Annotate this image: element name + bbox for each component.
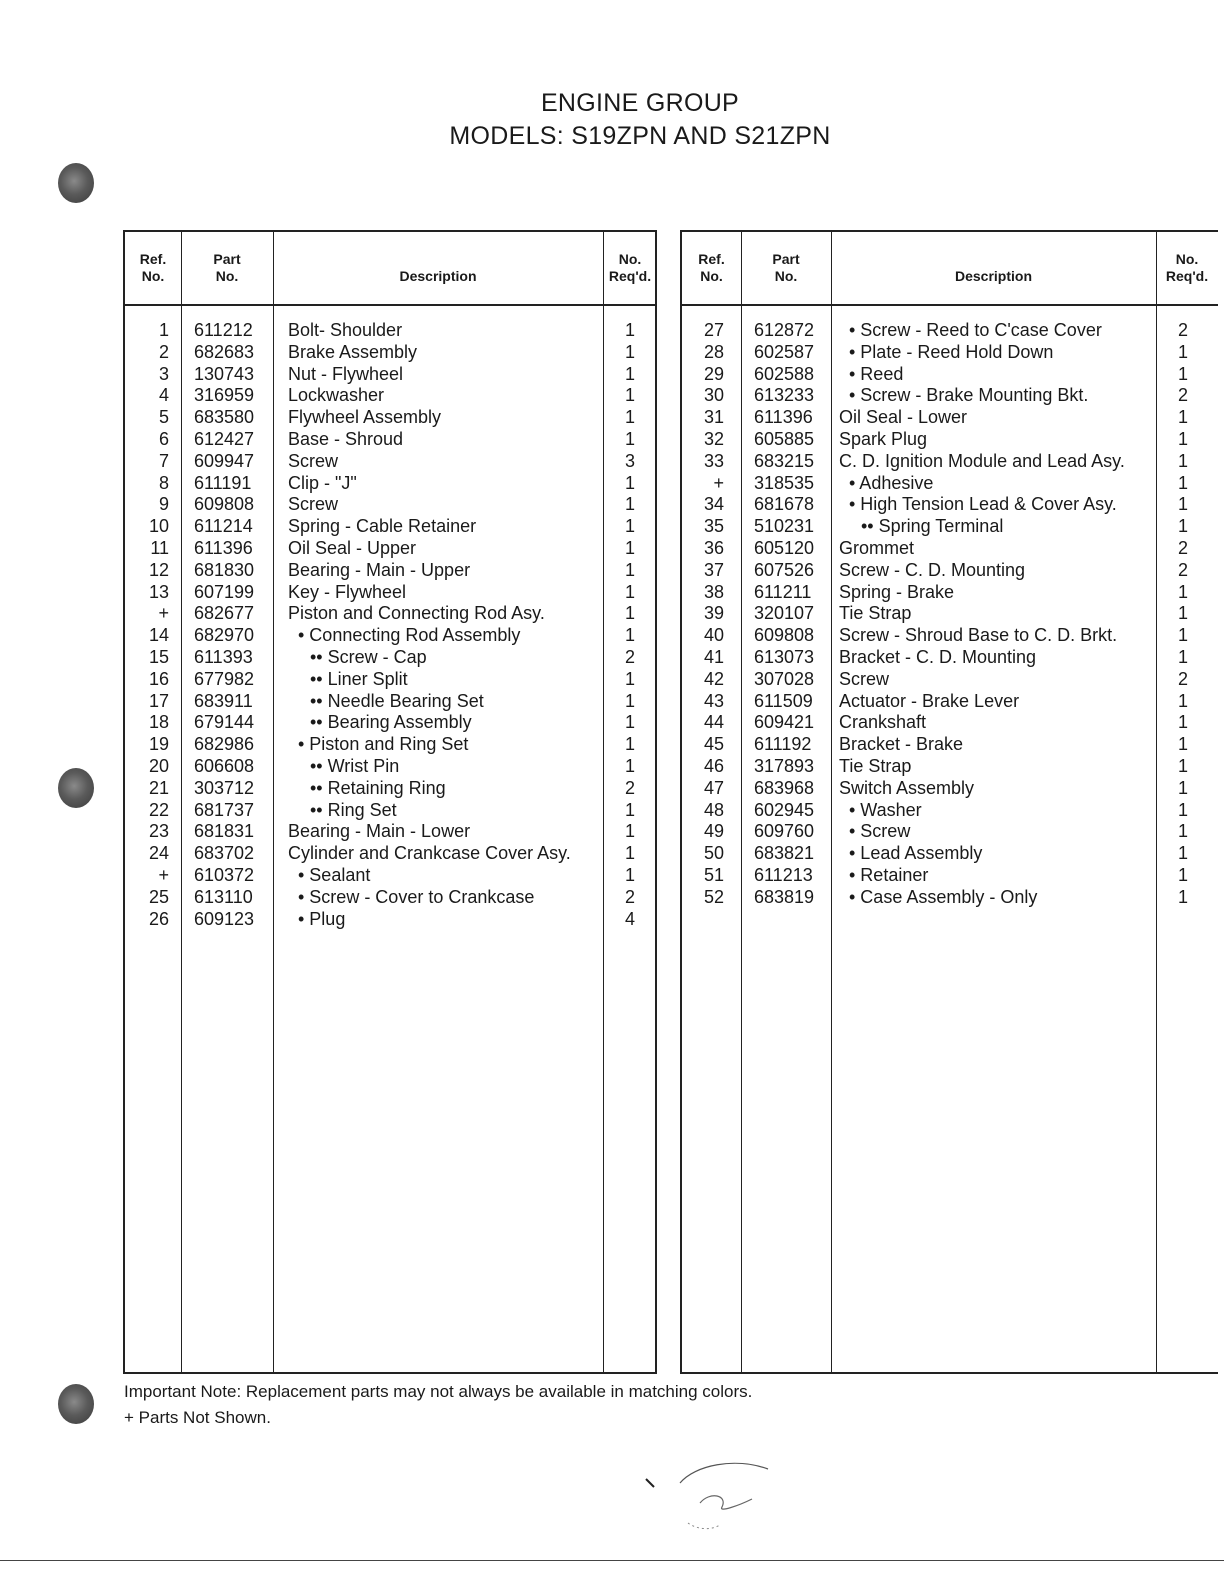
part-no: 611396 bbox=[754, 407, 813, 428]
qty-required: 1 bbox=[624, 625, 635, 646]
ref-no: 20 bbox=[148, 755, 169, 776]
table-row bbox=[682, 887, 1218, 909]
part-no: 316959 bbox=[194, 385, 255, 406]
qty-required: 1 bbox=[1177, 363, 1188, 384]
qty-required: 1 bbox=[1177, 734, 1188, 755]
part-no: 609808 bbox=[754, 625, 815, 646]
description: Spring - Brake bbox=[839, 581, 955, 602]
qty-required: 1 bbox=[1177, 450, 1188, 471]
ref-no: 11 bbox=[150, 537, 169, 558]
qty-required: 1 bbox=[624, 559, 635, 580]
ref-no: 42 bbox=[703, 668, 724, 689]
table-row bbox=[682, 647, 1218, 669]
part-no: 303712 bbox=[194, 777, 255, 798]
description: Bearing - Main - Upper bbox=[288, 559, 471, 580]
ref-no: 14 bbox=[148, 625, 169, 646]
ref-no: 32 bbox=[703, 428, 724, 449]
table-row bbox=[125, 516, 655, 538]
header-ref-no: Ref. No. bbox=[698, 251, 725, 284]
table-row bbox=[125, 778, 655, 800]
qty-required: 2 bbox=[1177, 559, 1188, 580]
table-row bbox=[682, 734, 1218, 756]
description: •• Screw - Cap bbox=[310, 646, 427, 667]
part-no: 677982 bbox=[194, 668, 255, 689]
qty-required: 1 bbox=[624, 668, 635, 689]
qty-required: 1 bbox=[1177, 472, 1188, 493]
header-part-no: Part No. bbox=[772, 251, 800, 284]
ref-no: 51 bbox=[703, 864, 724, 885]
qty-required: 1 bbox=[1177, 428, 1188, 449]
table-row bbox=[682, 407, 1218, 429]
qty-required: 1 bbox=[624, 864, 635, 885]
description: Tie Strap bbox=[839, 755, 912, 776]
description: • Piston and Ring Set bbox=[298, 734, 469, 755]
description: • Plug bbox=[298, 908, 346, 929]
ref-no: 4 bbox=[158, 385, 169, 406]
ref-no: 22 bbox=[148, 799, 169, 820]
part-no: 609760 bbox=[754, 821, 815, 842]
part-no: 609123 bbox=[194, 908, 255, 929]
table-row bbox=[682, 603, 1218, 625]
part-no: 683968 bbox=[754, 777, 815, 798]
table-row bbox=[125, 865, 655, 887]
ref-no: 43 bbox=[703, 690, 724, 711]
ref-no: + bbox=[713, 472, 724, 493]
qty-required: 1 bbox=[624, 320, 635, 340]
qty-required: 1 bbox=[1177, 581, 1188, 602]
table-row bbox=[682, 320, 1218, 342]
part-no: 607526 bbox=[754, 559, 815, 580]
qty-required: 1 bbox=[1177, 494, 1188, 515]
ref-no: 5 bbox=[158, 407, 169, 428]
part-no: 318535 bbox=[754, 472, 815, 493]
table-row bbox=[682, 821, 1218, 843]
table-body-right bbox=[682, 320, 1218, 909]
table-row bbox=[682, 451, 1218, 473]
header-description: Description bbox=[954, 267, 1032, 284]
ref-no: 10 bbox=[148, 516, 169, 537]
punch-hole-top bbox=[58, 163, 94, 203]
description: Base - Shroud bbox=[288, 428, 404, 449]
description: Bracket - C. D. Mounting bbox=[839, 646, 1037, 667]
qty-required: 1 bbox=[1177, 864, 1188, 885]
ref-no: 45 bbox=[703, 734, 724, 755]
qty-required: 1 bbox=[624, 690, 635, 711]
ref-no: 49 bbox=[703, 821, 724, 842]
table-row bbox=[682, 691, 1218, 713]
ref-no: 48 bbox=[703, 799, 724, 820]
ref-no: 17 bbox=[148, 690, 169, 711]
description: C. D. Ignition Module and Lead Asy. bbox=[839, 450, 1125, 471]
table-row bbox=[125, 712, 655, 734]
description: Screw - C. D. Mounting bbox=[839, 559, 1026, 580]
description: Screw bbox=[839, 668, 890, 689]
qty-required: 2 bbox=[624, 777, 635, 798]
description: Crankshaft bbox=[839, 712, 927, 733]
table-row bbox=[682, 800, 1218, 822]
qty-required: 1 bbox=[1177, 646, 1188, 667]
table-row bbox=[682, 778, 1218, 800]
ref-no: 24 bbox=[148, 843, 169, 864]
ref-no: 21 bbox=[148, 777, 169, 798]
ref-no: 38 bbox=[703, 581, 724, 602]
description: Tie Strap bbox=[839, 603, 912, 624]
description: Lockwasher bbox=[288, 385, 385, 406]
header-part-no: Part No. bbox=[213, 251, 241, 284]
qty-required: 1 bbox=[1177, 821, 1188, 842]
part-no: 683819 bbox=[754, 886, 815, 907]
qty-required: 1 bbox=[1177, 603, 1188, 624]
parts-table-right bbox=[680, 230, 1218, 1374]
header-ref-no: Ref. No. bbox=[139, 251, 167, 284]
ref-no: 37 bbox=[703, 559, 724, 580]
ref-no: + bbox=[158, 603, 169, 624]
table-row bbox=[125, 603, 655, 625]
qty-required: 4 bbox=[624, 908, 635, 929]
description: Nut - Flywheel bbox=[288, 363, 404, 384]
description: Brake Assembly bbox=[288, 341, 418, 362]
ref-no: 7 bbox=[158, 450, 169, 471]
ref-no: 35 bbox=[703, 516, 724, 537]
description: Clip - "J" bbox=[288, 472, 357, 493]
part-no: 602945 bbox=[754, 799, 815, 820]
qty-required: 1 bbox=[1177, 843, 1188, 864]
part-no: 607199 bbox=[194, 581, 255, 602]
part-no: 130743 bbox=[194, 363, 255, 384]
description: Flywheel Assembly bbox=[288, 407, 442, 428]
part-no: 611212 bbox=[194, 320, 253, 340]
part-no: 612427 bbox=[194, 428, 255, 449]
part-no: 681737 bbox=[194, 799, 255, 820]
part-no: 605885 bbox=[754, 428, 815, 449]
table-row bbox=[125, 473, 655, 495]
ref-no: 33 bbox=[703, 450, 724, 471]
punch-hole-middle bbox=[58, 768, 94, 808]
description: Key - Flywheel bbox=[288, 581, 407, 602]
table-row bbox=[125, 385, 655, 407]
table-row bbox=[125, 909, 655, 931]
qty-required: 1 bbox=[624, 385, 635, 406]
part-no: 610372 bbox=[194, 864, 255, 885]
description: •• Wrist Pin bbox=[310, 755, 400, 776]
table-row bbox=[125, 364, 655, 386]
table-row bbox=[125, 843, 655, 865]
page-subtitle: MODELS: S19ZPN AND S21ZPN bbox=[449, 122, 831, 150]
table-row bbox=[125, 407, 655, 429]
part-no: 602587 bbox=[754, 341, 815, 362]
ref-no: 6 bbox=[158, 428, 169, 449]
description: • Reed bbox=[849, 363, 904, 384]
qty-required: 1 bbox=[624, 821, 635, 842]
part-no: 613233 bbox=[754, 385, 815, 406]
table-row bbox=[125, 669, 655, 691]
table-row bbox=[125, 821, 655, 843]
description: Cylinder and Crankcase Cover Asy. bbox=[288, 843, 571, 864]
header-qty: No. Req'd. bbox=[1165, 251, 1209, 284]
ref-no: 25 bbox=[148, 886, 169, 907]
qty-required: 2 bbox=[624, 886, 635, 907]
ref-no: 36 bbox=[703, 537, 724, 558]
description: Screw bbox=[288, 450, 339, 471]
header-qty: No. Req'd. bbox=[608, 251, 652, 284]
qty-required: 1 bbox=[1177, 755, 1188, 776]
part-no: 683215 bbox=[754, 450, 815, 471]
table-row bbox=[125, 756, 655, 778]
table-row bbox=[125, 451, 655, 473]
part-no: 611393 bbox=[194, 646, 253, 667]
ref-no: 52 bbox=[703, 886, 724, 907]
description: Bracket - Brake bbox=[839, 734, 964, 755]
table-row bbox=[125, 691, 655, 713]
part-no: 612872 bbox=[754, 320, 815, 340]
table-row bbox=[682, 582, 1218, 604]
ref-no: 23 bbox=[148, 821, 169, 842]
part-no: 307028 bbox=[754, 668, 815, 689]
table-row bbox=[125, 625, 655, 647]
part-no: 683702 bbox=[194, 843, 255, 864]
description: Switch Assembly bbox=[839, 777, 975, 798]
description: Screw - Shroud Base to C. D. Brkt. bbox=[839, 625, 1118, 646]
part-no: 682986 bbox=[194, 734, 255, 755]
description: • Sealant bbox=[298, 864, 371, 885]
table-row bbox=[125, 734, 655, 756]
table-row bbox=[682, 843, 1218, 865]
part-no: 611211 bbox=[754, 581, 812, 602]
ref-no: 39 bbox=[703, 603, 724, 624]
ref-no: 15 bbox=[148, 646, 169, 667]
qty-required: 1 bbox=[1177, 341, 1188, 362]
ref-no: 13 bbox=[148, 581, 169, 602]
part-no: 510231 bbox=[754, 516, 815, 537]
qty-required: 1 bbox=[624, 407, 635, 428]
header-description: Description bbox=[399, 267, 477, 284]
qty-required: 1 bbox=[624, 755, 635, 776]
part-no: 681830 bbox=[194, 559, 255, 580]
table-row bbox=[125, 342, 655, 364]
ref-no: 8 bbox=[158, 472, 169, 493]
qty-required: 2 bbox=[1177, 668, 1188, 689]
ref-no: 27 bbox=[703, 320, 724, 340]
table-row bbox=[125, 494, 655, 516]
part-no: 681678 bbox=[754, 494, 815, 515]
description: • Retainer bbox=[849, 864, 929, 885]
table-row bbox=[682, 625, 1218, 647]
ref-no: 28 bbox=[703, 341, 724, 362]
description: •• Needle Bearing Set bbox=[310, 690, 484, 711]
qty-required: 2 bbox=[1177, 537, 1188, 558]
description: Oil Seal - Upper bbox=[288, 537, 417, 558]
description: Oil Seal - Lower bbox=[839, 407, 968, 428]
qty-required: 1 bbox=[624, 734, 635, 755]
qty-required: 1 bbox=[1177, 777, 1188, 798]
qty-required: 1 bbox=[624, 428, 635, 449]
qty-required: 1 bbox=[1177, 690, 1188, 711]
qty-required: 2 bbox=[1177, 320, 1188, 340]
description: Screw bbox=[288, 494, 339, 515]
part-no: 611191 bbox=[194, 472, 252, 493]
table-row bbox=[125, 538, 655, 560]
description: • Plate - Reed Hold Down bbox=[849, 341, 1054, 362]
table-row bbox=[682, 756, 1218, 778]
ref-no: 44 bbox=[703, 712, 724, 733]
description: Grommet bbox=[839, 537, 915, 558]
part-no: 679144 bbox=[194, 712, 255, 733]
description: • Screw bbox=[849, 821, 911, 842]
part-no: 611214 bbox=[194, 516, 253, 537]
ref-no: 26 bbox=[148, 908, 169, 929]
table-row bbox=[682, 538, 1218, 560]
ref-no: 50 bbox=[703, 843, 724, 864]
parts-not-shown-note: + Parts Not Shown. bbox=[124, 1408, 271, 1427]
description: •• Retaining Ring bbox=[310, 777, 446, 798]
qty-required: 1 bbox=[624, 341, 635, 362]
table-row bbox=[125, 320, 655, 342]
table-row bbox=[125, 560, 655, 582]
page-title: ENGINE GROUP bbox=[540, 89, 740, 117]
description: Bolt- Shoulder bbox=[288, 320, 403, 340]
page-bottom-rule bbox=[0, 1560, 1224, 1561]
handwritten-mark bbox=[640, 1455, 790, 1545]
description: Piston and Connecting Rod Asy. bbox=[288, 603, 545, 624]
description: Spark Plug bbox=[839, 428, 928, 449]
ref-no: 34 bbox=[703, 494, 724, 515]
table-row bbox=[125, 887, 655, 909]
punch-hole-bottom bbox=[58, 1384, 94, 1424]
parts-table-left bbox=[123, 230, 657, 1374]
part-no: 605120 bbox=[754, 537, 815, 558]
qty-required: 1 bbox=[1177, 625, 1188, 646]
table-row bbox=[682, 494, 1218, 516]
description: • Connecting Rod Assembly bbox=[298, 625, 521, 646]
part-no: 683821 bbox=[754, 843, 815, 864]
qty-required: 1 bbox=[624, 472, 635, 493]
part-no: 613110 bbox=[194, 886, 253, 907]
qty-required: 1 bbox=[1177, 407, 1188, 428]
part-no: 602588 bbox=[754, 363, 815, 384]
ref-no: 46 bbox=[703, 755, 724, 776]
description: • Case Assembly - Only bbox=[849, 886, 1038, 907]
ref-no: 1 bbox=[158, 320, 169, 340]
table-row bbox=[682, 669, 1218, 691]
qty-required: 1 bbox=[624, 581, 635, 602]
qty-required: 1 bbox=[1177, 799, 1188, 820]
qty-required: 1 bbox=[624, 799, 635, 820]
part-no: 683911 bbox=[194, 690, 253, 711]
ref-no: 19 bbox=[148, 734, 169, 755]
table-row bbox=[682, 342, 1218, 364]
table-row bbox=[682, 712, 1218, 734]
part-no: 683580 bbox=[194, 407, 255, 428]
description: •• Bearing Assembly bbox=[310, 712, 472, 733]
qty-required: 1 bbox=[1177, 516, 1188, 537]
table-row bbox=[682, 516, 1218, 538]
part-no: 611396 bbox=[194, 537, 253, 558]
table-row bbox=[125, 582, 655, 604]
ref-no: 12 bbox=[148, 559, 169, 580]
description: •• Spring Terminal bbox=[861, 516, 1004, 537]
part-no: 609808 bbox=[194, 494, 255, 515]
description: • Screw - Reed to C'case Cover bbox=[849, 320, 1102, 340]
part-no: 609947 bbox=[194, 450, 255, 471]
table-row bbox=[682, 473, 1218, 495]
ref-no: 30 bbox=[703, 385, 724, 406]
qty-required: 1 bbox=[624, 494, 635, 515]
table-row bbox=[125, 429, 655, 451]
part-no: 682970 bbox=[194, 625, 255, 646]
table-row bbox=[682, 865, 1218, 887]
description: •• Liner Split bbox=[310, 668, 408, 689]
part-no: 613073 bbox=[754, 646, 815, 667]
qty-required: 1 bbox=[624, 516, 635, 537]
description: •• Ring Set bbox=[310, 799, 397, 820]
qty-required: 1 bbox=[1177, 886, 1188, 907]
ref-no: 47 bbox=[703, 777, 724, 798]
table-row bbox=[682, 560, 1218, 582]
ref-no: 18 bbox=[148, 712, 169, 733]
part-no: 611192 bbox=[754, 734, 812, 755]
table-row bbox=[682, 385, 1218, 407]
description: • Screw - Brake Mounting Bkt. bbox=[849, 385, 1089, 406]
ref-no: 9 bbox=[158, 494, 169, 515]
description: Bearing - Main - Lower bbox=[288, 821, 471, 842]
ref-no: 29 bbox=[703, 363, 724, 384]
description: Spring - Cable Retainer bbox=[288, 516, 477, 537]
table-body-left bbox=[125, 320, 655, 930]
qty-required: 1 bbox=[624, 363, 635, 384]
ref-no: 40 bbox=[703, 625, 724, 646]
description: • Screw - Cover to Crankcase bbox=[298, 886, 535, 907]
qty-required: 1 bbox=[624, 537, 635, 558]
part-no: 611213 bbox=[754, 864, 813, 885]
qty-required: 1 bbox=[1177, 712, 1188, 733]
ref-no: + bbox=[158, 864, 169, 885]
part-no: 611509 bbox=[754, 690, 813, 711]
part-no: 681831 bbox=[194, 821, 255, 842]
part-no: 606608 bbox=[194, 755, 255, 776]
description: • Washer bbox=[849, 799, 922, 820]
part-no: 609421 bbox=[754, 712, 815, 733]
description: • Adhesive bbox=[849, 472, 934, 493]
qty-required: 2 bbox=[624, 646, 635, 667]
table-row bbox=[682, 429, 1218, 451]
part-no: 682677 bbox=[194, 603, 255, 624]
ref-no: 2 bbox=[158, 341, 169, 362]
qty-required: 1 bbox=[624, 843, 635, 864]
qty-required: 2 bbox=[1177, 385, 1188, 406]
table-row bbox=[125, 647, 655, 669]
qty-required: 1 bbox=[624, 712, 635, 733]
description: • Lead Assembly bbox=[849, 843, 983, 864]
qty-required: 3 bbox=[624, 450, 635, 471]
important-note: Important Note: Replacement parts may not always be available in matching colors. bbox=[124, 1382, 753, 1401]
ref-no: 41 bbox=[703, 646, 724, 667]
part-no: 317893 bbox=[754, 755, 815, 776]
part-no: 682683 bbox=[194, 341, 255, 362]
description: Actuator - Brake Lever bbox=[839, 690, 1020, 711]
ref-no: 16 bbox=[148, 668, 169, 689]
table-row bbox=[682, 364, 1218, 386]
qty-required: 1 bbox=[624, 603, 635, 624]
part-no: 320107 bbox=[754, 603, 815, 624]
ref-no: 31 bbox=[703, 407, 724, 428]
table-row bbox=[125, 800, 655, 822]
ref-no: 3 bbox=[158, 363, 169, 384]
description: • High Tension Lead & Cover Asy. bbox=[849, 494, 1117, 515]
